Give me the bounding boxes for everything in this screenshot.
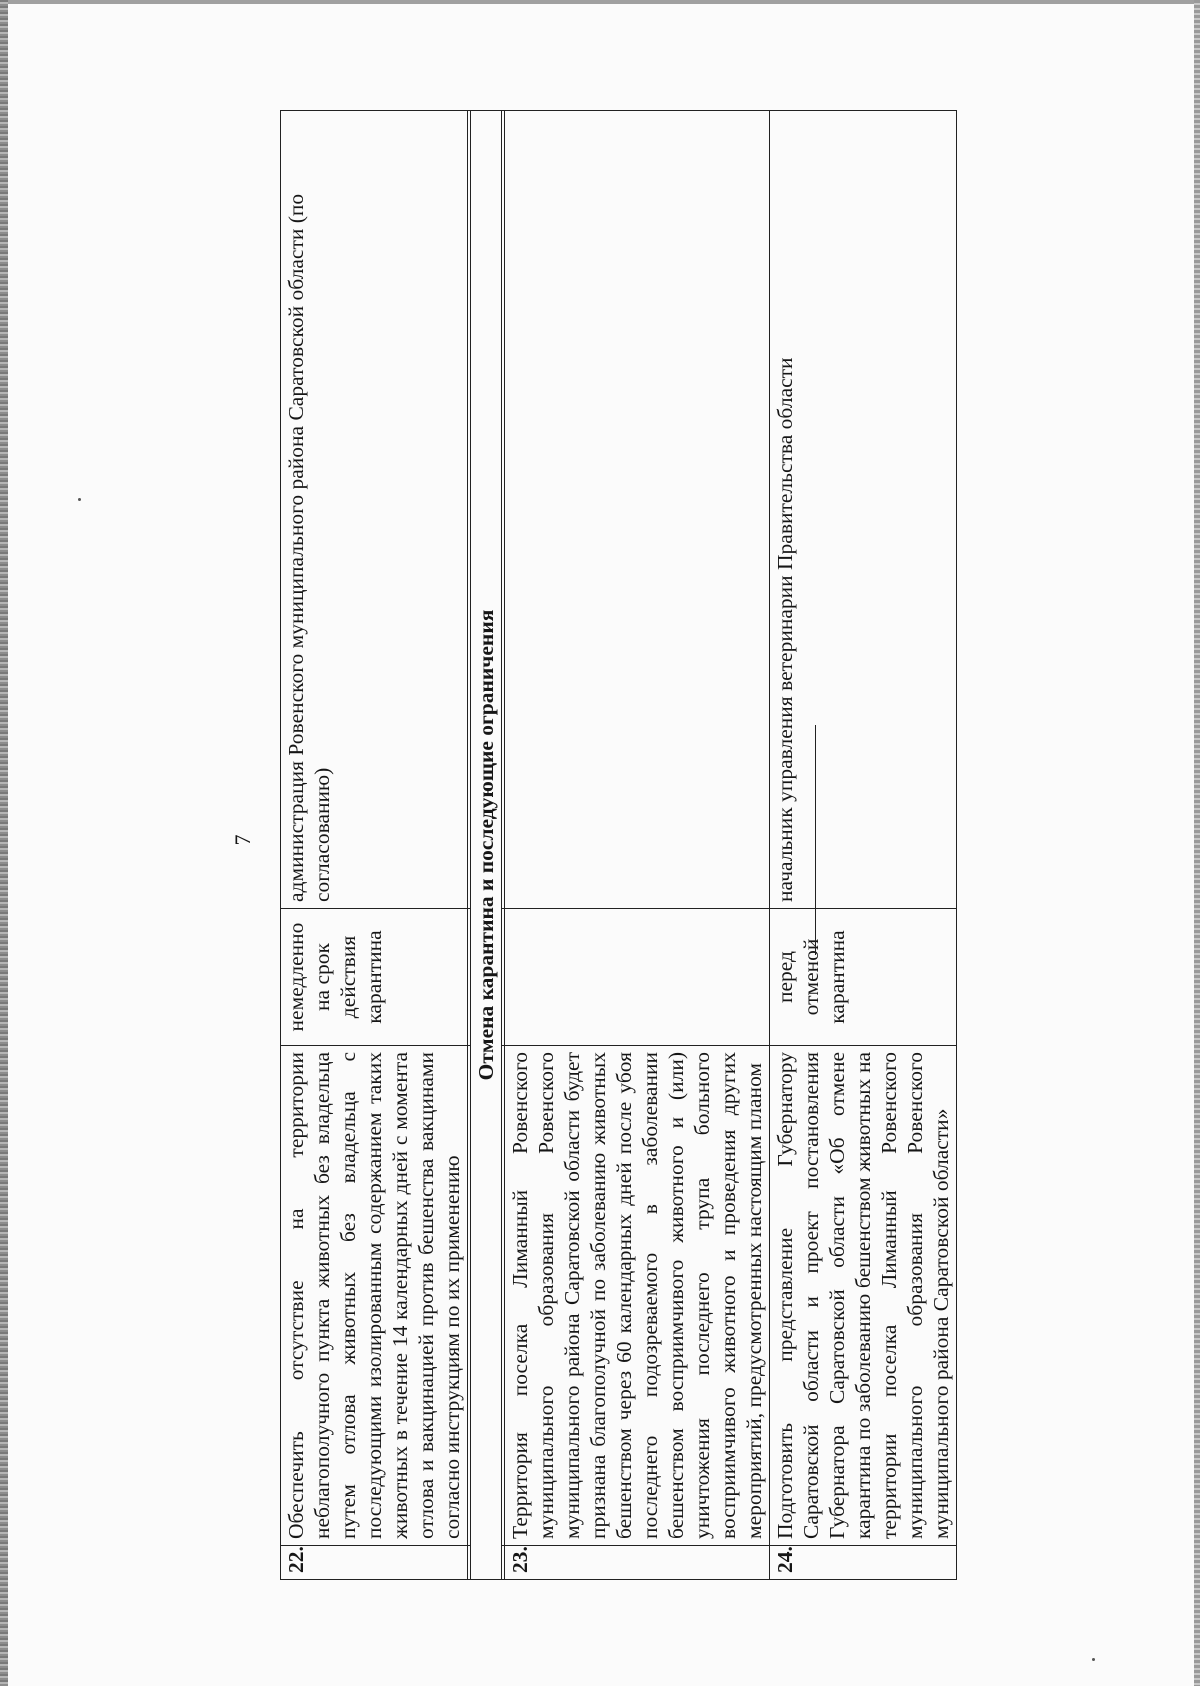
table-row [505,111,770,1580]
page-number: 7 [230,834,255,846]
section-row [471,111,502,1580]
table-row [281,111,468,1580]
row-action: Территория поселка Лиманный Ровенского муниципального образования Ровенского муниципального района Саратовской области будет признана благополучной по заболеванию животных бешенством через 60 календарных дней после убоя последнего подозреваемого в заболевании бешенством восприимчивого животного и (или) уничтожения последнего трупа больного восприимчивого животного и проведения других мероприятий, предусмотренных настоящим планом [505,1046,770,1546]
row-term: перед отменой карантина [770,909,957,1046]
row-responsible [505,111,770,909]
section-title: Отмена карантина и последующие ограничения [471,111,502,1580]
scan-speck [1092,1658,1095,1661]
row-action: Обеспечить отсутствие на территории неблагополучного пункта животных без владельца путем отлова животных без владельца с последующими изолированным содержанием таких животных в течение 14 календарных дней с момента отлова и вакцинацией против бешенства вакцинами согласно инструкциям по их применению [281,1046,468,1546]
scan-speck [78,498,81,501]
scan-edge-top [0,0,1200,4]
measures-table [280,110,957,1580]
row-term: немедленно на срок действия карантина [281,909,468,1046]
scan-edge-left [0,0,8,1686]
row-number: 23. [505,1546,770,1580]
row-responsible: администрация Ровенского муниципального района Саратовской области (по согласованию) [281,111,468,909]
table-row [770,111,957,1580]
row-action: Подготовить представление Губернатору Саратовской области и проект постановления Губернатора Саратовской области «Об отмене карантина по заболеванию бешенством животных на территории поселка Лиманный Ровенского муниципального образования Ровенского муниципального района Саратовской области» [770,1046,957,1546]
row-term [505,909,770,1046]
scan-edge-right [1194,0,1200,1686]
rotated-page-content [170,100,953,1580]
closing-rule [815,725,816,955]
row-number: 24. [770,1546,957,1580]
row-number: 22. [281,1546,468,1580]
row-responsible: начальник управления ветеринарии Правительства области [770,111,957,909]
